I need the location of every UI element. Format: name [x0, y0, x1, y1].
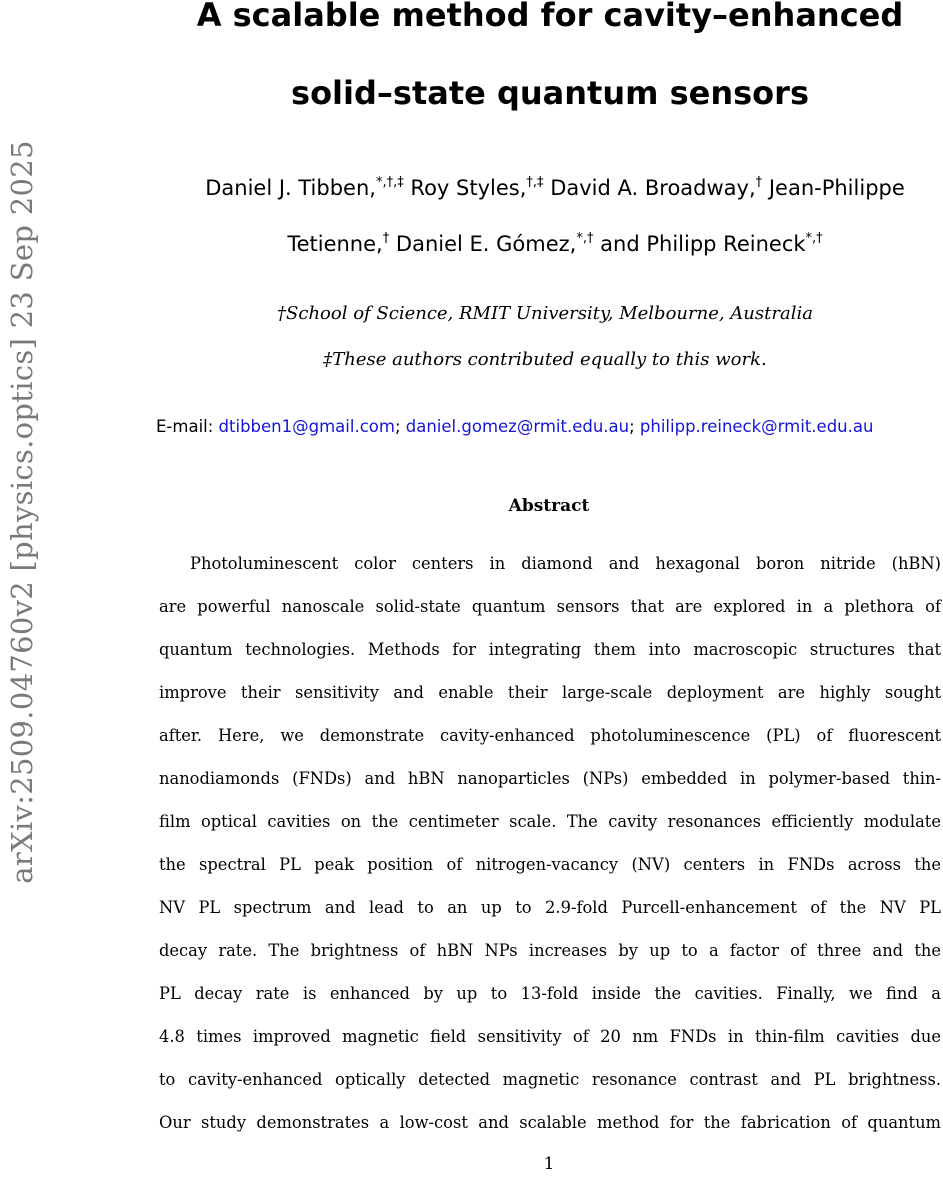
abstract-line: Photoluminescent color centers in diamond and hexagonal boron nitride (hBN): [190, 554, 941, 573]
author-list-line-1: [110, 176, 943, 200]
page-number: 1: [543, 1154, 555, 1174]
author-name: Roy Styles,: [410, 176, 527, 200]
abstract-heading: Abstract: [508, 496, 590, 516]
abstract-line: 4.8 times improved magnetic field sensitivity of 20 nm FNDs in thin-film cavities due: [159, 1027, 941, 1046]
author-connector: and: [600, 232, 640, 256]
author-name: Philipp Reineck: [646, 232, 806, 256]
abstract-line: film optical cavities on the centimeter scale. The cavity resonances efficiently modulate: [159, 812, 941, 831]
author-affiliation-mark: †: [382, 231, 390, 246]
author-affiliation-mark: *,†: [576, 231, 594, 246]
abstract-line: to cavity-enhanced optically detected magnetic resonance contrast and PL brightness.: [159, 1070, 941, 1089]
abstract-line: are powerful nanoscale solid-state quantum sensors that are explored in a plethora of: [159, 597, 941, 616]
author-affiliation-mark: †: [755, 175, 763, 190]
email-line: [156, 417, 873, 436]
arxiv-sidebar: [2, 140, 42, 885]
paper-title-line-2: solid–state quantum sensors: [291, 74, 809, 112]
abstract-line: quantum technologies. Methods for integrating them into macroscopic structures that: [159, 640, 941, 659]
author-name: Tetienne,: [287, 232, 383, 256]
abstract-body: [159, 549, 941, 1151]
paper-title-line-1: A scalable method for cavity–enhanced: [196, 0, 904, 34]
author-affiliation-mark: *,†: [805, 231, 823, 246]
author-name: Jean-Philippe: [768, 176, 905, 200]
email-link-gomez[interactable]: daniel.gomez@rmit.edu.au: [405, 417, 630, 436]
author-affiliation-mark: †,‡: [526, 175, 544, 190]
abstract-line: improve their sensitivity and enable their large-scale deployment are highly sought: [159, 683, 941, 702]
affiliation-school: †School of Science, RMIT University, Melbourne, Australia: [277, 303, 813, 324]
author-name: Daniel E. Gómez,: [395, 232, 577, 256]
abstract-line: the spectral PL peak position of nitrogen-vacancy (NV) centers in FNDs across the: [159, 855, 941, 874]
abstract-line: nanodiamonds (FNDs) and hBN nanoparticles (NPs) embedded in polymer-based thin-: [159, 769, 941, 788]
author-name: Daniel J. Tibben,: [205, 176, 376, 200]
email-separator: ;: [629, 417, 635, 436]
abstract-line: PL decay rate is enhanced by up to 13-fold inside the cavities. Finally, we find a: [159, 984, 941, 1003]
author-list-line-2: [110, 232, 943, 256]
abstract-line: decay rate. The brightness of hBN NPs increases by up to a factor of three and the: [159, 941, 941, 960]
arxiv-identifier: arXiv:2509.04760v2 [physics.optics] 23 Sep 2025: [5, 140, 39, 884]
abstract-line: Our study demonstrates a low-cost and scalable method for the fabrication of quantum: [159, 1113, 941, 1132]
abstract-line: NV PL spectrum and lead to an up to 2.9-fold Purcell-enhancement of the NV PL: [159, 898, 941, 917]
abstract-line: after. Here, we demonstrate cavity-enhanced photoluminescence (PL) of fluorescent: [159, 726, 941, 745]
author-affiliation-mark: *,†,‡: [375, 175, 404, 190]
email-link-reineck[interactable]: philipp.reineck@rmit.edu.au: [639, 417, 874, 436]
affiliation-equal-contribution: ‡These authors contributed equally to this work.: [323, 349, 767, 370]
email-link-tibben[interactable]: dtibben1@gmail.com: [218, 417, 395, 436]
author-name: David A. Broadway,: [550, 176, 756, 200]
email-separator: ;: [394, 417, 401, 436]
email-label: E-mail:: [156, 417, 214, 436]
